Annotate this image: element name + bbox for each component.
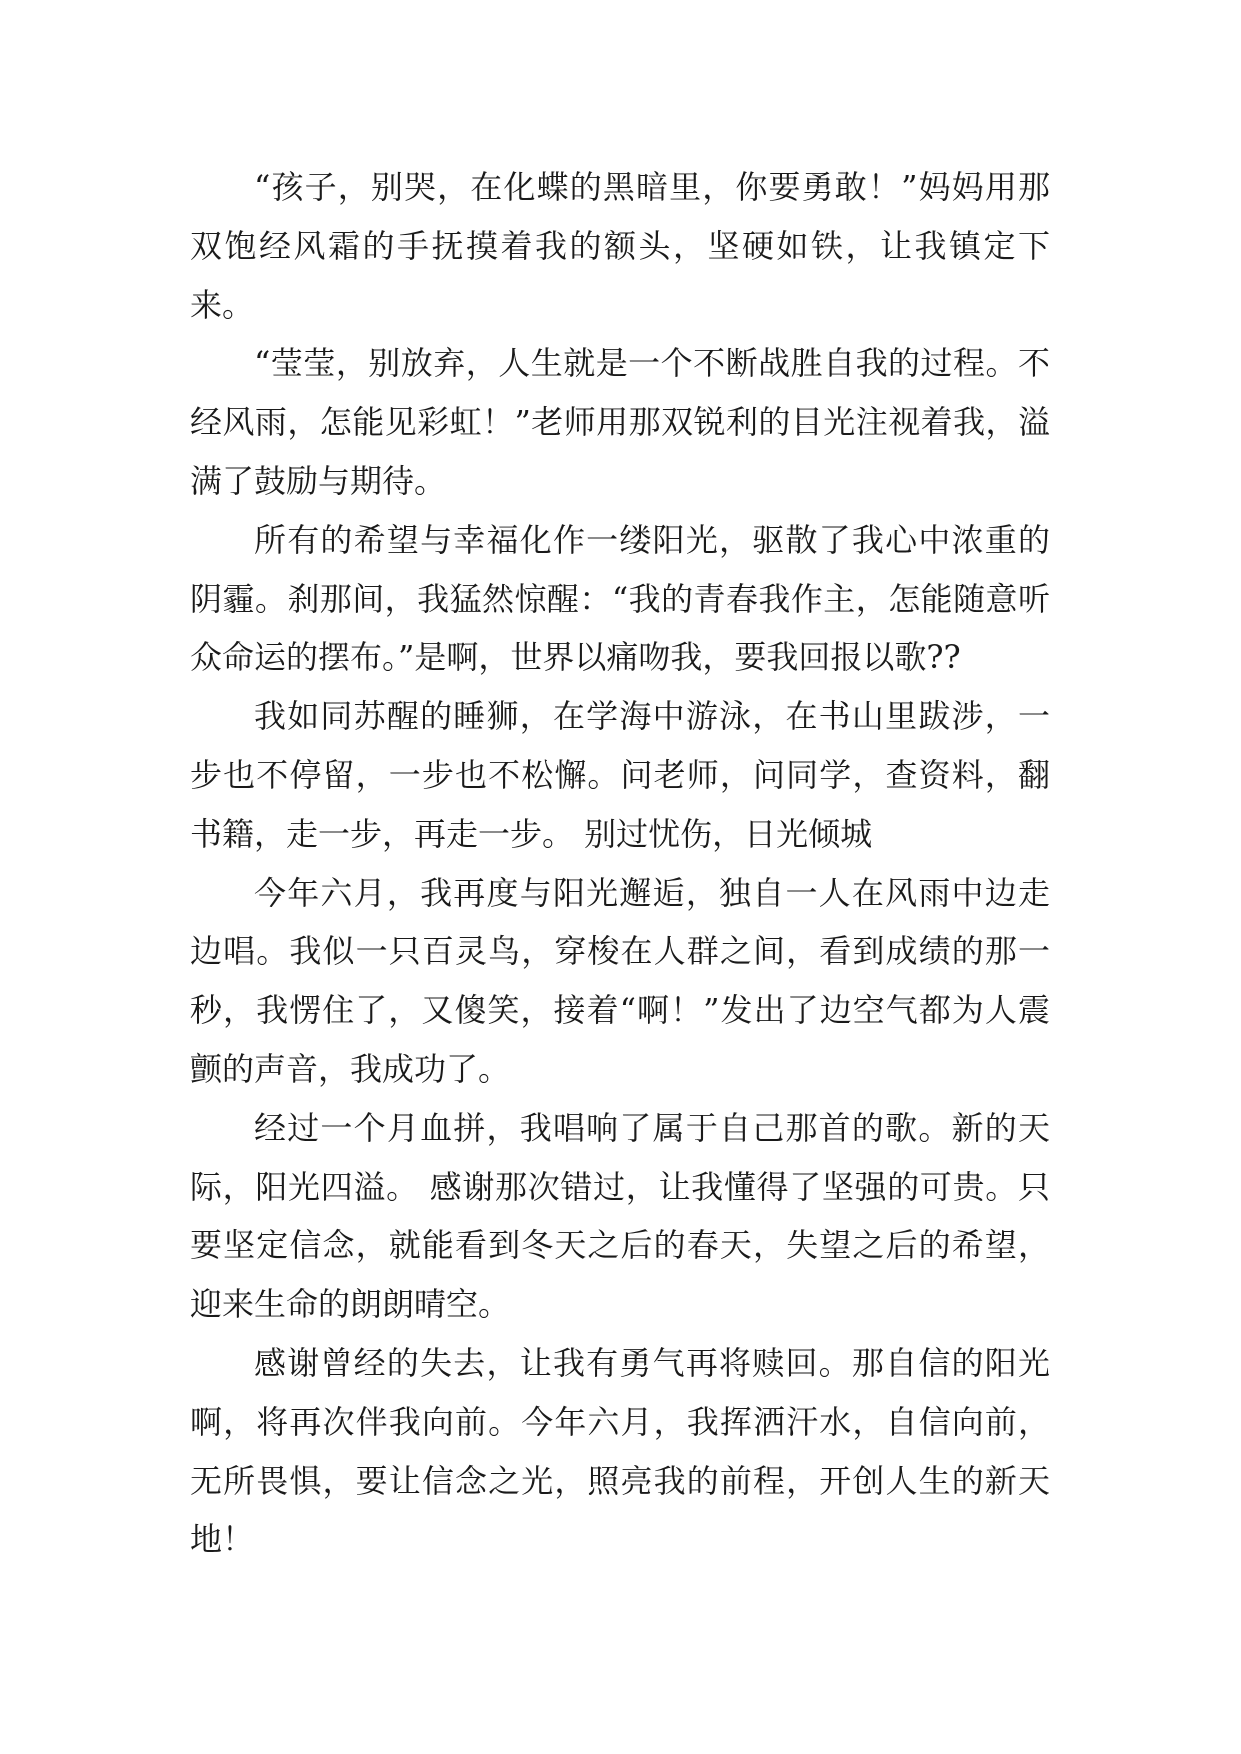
- paragraph: 所有的希望与幸福化作一缕阳光，驱散了我心中浓重的阴霾。刹那间，我猛然惊醒：“我的青春我作主，怎能随意听众命运的摆布。”是啊，世界以痛吻我，要我回报以歌??: [190, 520, 1050, 677]
- paragraph: 感谢曾经的失去，让我有勇气再将赎回。那自信的阳光啊，将再次伴我向前。今年六月，我挥洒汗水，自信向前，无所畏惧，要让信念之光，照亮我的前程，开创人生的新天地！: [190, 1343, 1050, 1559]
- paragraph: 经过一个月血拼，我唱响了属于自己那首的歌。新的天际，阳光四溢。 感谢那次错过，让我懂得了坚强的可贵。只要坚定信念，就能看到冬天之后的春天，失望之后的希望，迎来生命的朗朗晴空。: [190, 1108, 1050, 1324]
- paragraph: 今年六月，我再度与阳光邂逅，独自一人在风雨中边走边唱。我似一只百灵鸟，穿梭在人群之间，看到成绩的那一秒，我愣住了，又傻笑，接着“啊！”发出了边空气都为人震颤的声音，我成功了。: [190, 873, 1050, 1088]
- document-body: [190, 158, 1050, 1569]
- paragraph: “孩子，别哭，在化蝶的黑暗里，你要勇敢！”妈妈用那双饱经风霜的手抚摸着我的额头，坚硬如铁，让我镇定下来。: [190, 168, 1050, 324]
- paragraph: “莹莹，别放弃，人生就是一个不断战胜自我的过程。不经风雨，怎能见彩虹！”老师用那双锐利的目光注视着我，溢满了鼓励与期待。: [190, 344, 1050, 500]
- paragraph: 我如同苏醒的睡狮，在学海中游泳，在书山里跋涉，一步也不停留，一步也不松懈。问老师，问同学，查资料，翻书籍，走一步，再走一步。 别过忧伤，日光倾城: [190, 697, 1050, 853]
